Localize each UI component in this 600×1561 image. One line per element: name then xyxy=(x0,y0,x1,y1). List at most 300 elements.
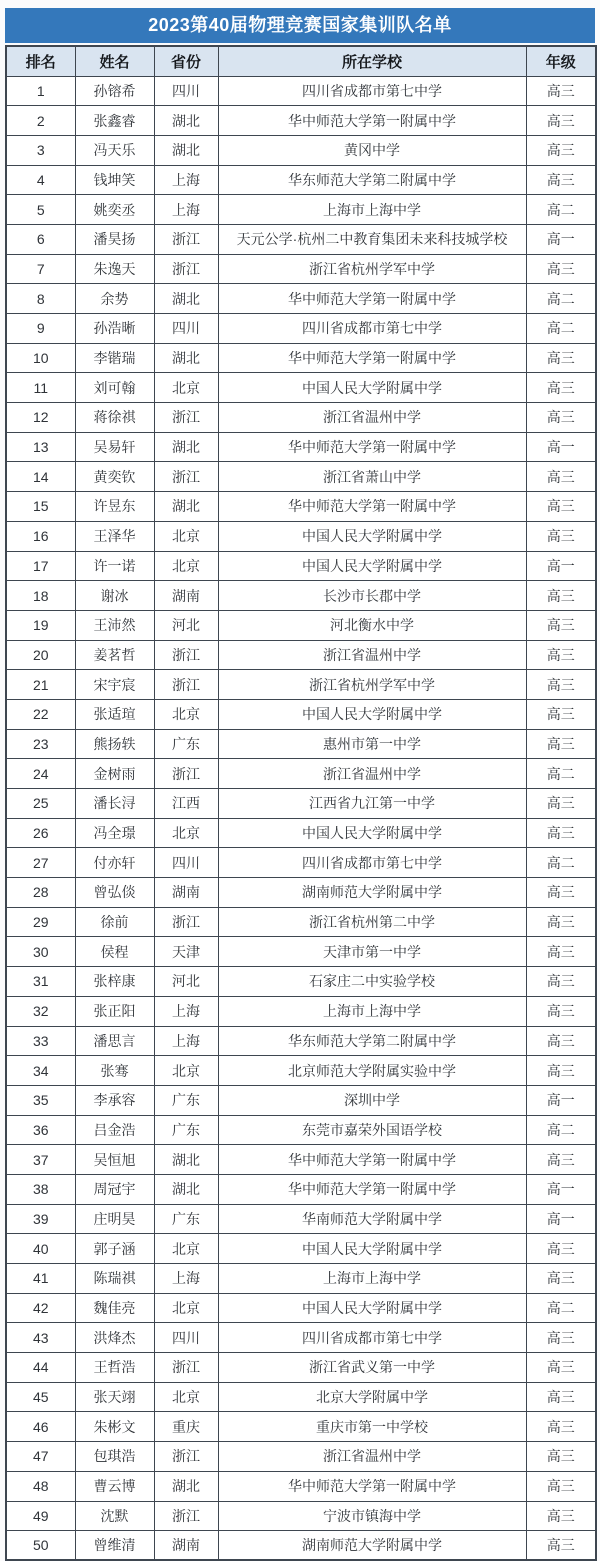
school-cell: 浙江省杭州学军中学 xyxy=(218,254,526,284)
grade-cell: 高二 xyxy=(526,848,596,878)
name-cell: 曹云博 xyxy=(75,1471,154,1501)
name-cell: 李锴瑞 xyxy=(75,343,154,373)
table-row xyxy=(6,76,596,106)
table-row xyxy=(6,373,596,403)
name-cell: 张天翊 xyxy=(75,1382,154,1412)
rank-cell: 36 xyxy=(6,1115,75,1145)
grade-cell: 高二 xyxy=(526,314,596,344)
grade-cell: 高三 xyxy=(526,1471,596,1501)
rank-cell: 37 xyxy=(6,1145,75,1175)
province-cell: 浙江 xyxy=(154,403,218,433)
table-header-row xyxy=(6,46,596,76)
roster-table-container xyxy=(5,8,595,1561)
table-row xyxy=(6,848,596,878)
table-row xyxy=(6,789,596,819)
grade-cell: 高三 xyxy=(526,818,596,848)
rank-cell: 33 xyxy=(6,1026,75,1056)
province-cell: 湖南 xyxy=(154,581,218,611)
name-cell: 潘长浔 xyxy=(75,789,154,819)
province-cell: 湖北 xyxy=(154,492,218,522)
province-cell: 浙江 xyxy=(154,1442,218,1472)
table-row xyxy=(6,699,596,729)
table-row xyxy=(6,1471,596,1501)
grade-cell: 高三 xyxy=(526,1026,596,1056)
rank-cell: 17 xyxy=(6,551,75,581)
grade-cell: 高三 xyxy=(526,254,596,284)
rank-cell: 40 xyxy=(6,1234,75,1264)
table-row xyxy=(6,1442,596,1472)
header-rank: 排名 xyxy=(6,46,75,76)
name-cell: 周冠宇 xyxy=(75,1174,154,1204)
province-cell: 浙江 xyxy=(154,759,218,789)
rank-cell: 20 xyxy=(6,640,75,670)
name-cell: 侯程 xyxy=(75,937,154,967)
grade-cell: 高三 xyxy=(526,1323,596,1353)
table-row xyxy=(6,1501,596,1531)
rank-cell: 31 xyxy=(6,967,75,997)
name-cell: 付亦轩 xyxy=(75,848,154,878)
name-cell: 陈瑞祺 xyxy=(75,1264,154,1294)
province-cell: 浙江 xyxy=(154,224,218,254)
rank-cell: 39 xyxy=(6,1204,75,1234)
province-cell: 湖北 xyxy=(154,1471,218,1501)
grade-cell: 高二 xyxy=(526,1115,596,1145)
grade-cell: 高一 xyxy=(526,551,596,581)
province-cell: 广东 xyxy=(154,1085,218,1115)
province-cell: 天津 xyxy=(154,937,218,967)
name-cell: 郭子涵 xyxy=(75,1234,154,1264)
grade-cell: 高三 xyxy=(526,1145,596,1175)
name-cell: 吕金浩 xyxy=(75,1115,154,1145)
rank-cell: 12 xyxy=(6,403,75,433)
province-cell: 重庆 xyxy=(154,1412,218,1442)
rank-cell: 5 xyxy=(6,195,75,225)
rank-cell: 1 xyxy=(6,76,75,106)
grade-cell: 高三 xyxy=(526,1501,596,1531)
rank-cell: 38 xyxy=(6,1174,75,1204)
rank-cell: 14 xyxy=(6,462,75,492)
province-cell: 上海 xyxy=(154,1264,218,1294)
table-row xyxy=(6,1353,596,1383)
table-row xyxy=(6,1323,596,1353)
name-cell: 张梓康 xyxy=(75,967,154,997)
school-cell: 华中师范大学第一附属中学 xyxy=(218,106,526,136)
name-cell: 姚奕丞 xyxy=(75,195,154,225)
grade-cell: 高二 xyxy=(526,195,596,225)
province-cell: 湖北 xyxy=(154,106,218,136)
table-row xyxy=(6,1531,596,1561)
grade-cell: 高三 xyxy=(526,610,596,640)
province-cell: 广东 xyxy=(154,1204,218,1234)
school-cell: 天津市第一中学 xyxy=(218,937,526,967)
table-row xyxy=(6,284,596,314)
grade-cell: 高三 xyxy=(526,581,596,611)
school-cell: 中国人民大学附属中学 xyxy=(218,521,526,551)
school-cell: 中国人民大学附属中学 xyxy=(218,373,526,403)
rank-cell: 6 xyxy=(6,224,75,254)
province-cell: 四川 xyxy=(154,314,218,344)
grade-cell: 高三 xyxy=(526,165,596,195)
province-cell: 四川 xyxy=(154,848,218,878)
name-cell: 李承容 xyxy=(75,1085,154,1115)
grade-cell: 高三 xyxy=(526,729,596,759)
grade-cell: 高三 xyxy=(526,1353,596,1383)
grade-cell: 高一 xyxy=(526,1204,596,1234)
rank-cell: 29 xyxy=(6,907,75,937)
school-cell: 中国人民大学附属中学 xyxy=(218,699,526,729)
table-row xyxy=(6,1382,596,1412)
rank-cell: 47 xyxy=(6,1442,75,1472)
rank-cell: 24 xyxy=(6,759,75,789)
rank-cell: 3 xyxy=(6,135,75,165)
name-cell: 洪烽杰 xyxy=(75,1323,154,1353)
school-cell: 北京师范大学附属实验中学 xyxy=(218,1056,526,1086)
rank-cell: 22 xyxy=(6,699,75,729)
province-cell: 浙江 xyxy=(154,1501,218,1531)
table-row xyxy=(6,996,596,1026)
table-row xyxy=(6,1174,596,1204)
table-row xyxy=(6,106,596,136)
province-cell: 上海 xyxy=(154,195,218,225)
school-cell: 华中师范大学第一附属中学 xyxy=(218,1174,526,1204)
school-cell: 中国人民大学附属中学 xyxy=(218,1234,526,1264)
province-cell: 浙江 xyxy=(154,670,218,700)
name-cell: 王哲浩 xyxy=(75,1353,154,1383)
province-cell: 湖北 xyxy=(154,135,218,165)
table-row xyxy=(6,610,596,640)
rank-cell: 21 xyxy=(6,670,75,700)
name-cell: 冯天乐 xyxy=(75,135,154,165)
school-cell: 中国人民大学附属中学 xyxy=(218,1293,526,1323)
rank-cell: 43 xyxy=(6,1323,75,1353)
grade-cell: 高三 xyxy=(526,135,596,165)
school-cell: 华中师范大学第一附属中学 xyxy=(218,1471,526,1501)
province-cell: 河北 xyxy=(154,610,218,640)
school-cell: 上海市上海中学 xyxy=(218,195,526,225)
table-row xyxy=(6,1145,596,1175)
province-cell: 浙江 xyxy=(154,254,218,284)
name-cell: 冯全璟 xyxy=(75,818,154,848)
grade-cell: 高三 xyxy=(526,373,596,403)
name-cell: 蒋徐祺 xyxy=(75,403,154,433)
table-row xyxy=(6,1293,596,1323)
province-cell: 北京 xyxy=(154,521,218,551)
grade-cell: 高三 xyxy=(526,878,596,908)
grade-cell: 高三 xyxy=(526,937,596,967)
table-row xyxy=(6,670,596,700)
rank-cell: 50 xyxy=(6,1531,75,1561)
name-cell: 熊扬轶 xyxy=(75,729,154,759)
school-cell: 华东师范大学第二附属中学 xyxy=(218,1026,526,1056)
school-cell: 浙江省杭州学军中学 xyxy=(218,670,526,700)
province-cell: 北京 xyxy=(154,1293,218,1323)
page-title: 2023第40届物理竞赛国家集训队名单 xyxy=(5,8,595,43)
table-row xyxy=(6,432,596,462)
grade-cell: 高二 xyxy=(526,759,596,789)
grade-cell: 高三 xyxy=(526,1531,596,1561)
school-cell: 宁波市镇海中学 xyxy=(218,1501,526,1531)
rank-cell: 49 xyxy=(6,1501,75,1531)
school-cell: 浙江省温州中学 xyxy=(218,1442,526,1472)
table-row xyxy=(6,343,596,373)
grade-cell: 高一 xyxy=(526,224,596,254)
school-cell: 华中师范大学第一附属中学 xyxy=(218,343,526,373)
table-row xyxy=(6,314,596,344)
grade-cell: 高三 xyxy=(526,1056,596,1086)
roster-table xyxy=(5,45,597,1561)
school-cell: 四川省成都市第七中学 xyxy=(218,314,526,344)
name-cell: 宋宇宸 xyxy=(75,670,154,700)
school-cell: 浙江省武义第一中学 xyxy=(218,1353,526,1383)
rank-cell: 34 xyxy=(6,1056,75,1086)
rank-cell: 23 xyxy=(6,729,75,759)
province-cell: 江西 xyxy=(154,789,218,819)
rank-cell: 11 xyxy=(6,373,75,403)
header-grade: 年级 xyxy=(526,46,596,76)
province-cell: 浙江 xyxy=(154,907,218,937)
school-cell: 中国人民大学附属中学 xyxy=(218,551,526,581)
grade-cell: 高三 xyxy=(526,1412,596,1442)
name-cell: 吴恒旭 xyxy=(75,1145,154,1175)
rank-cell: 46 xyxy=(6,1412,75,1442)
rank-cell: 35 xyxy=(6,1085,75,1115)
table-row xyxy=(6,224,596,254)
table-row xyxy=(6,1234,596,1264)
grade-cell: 高三 xyxy=(526,403,596,433)
table-row xyxy=(6,1412,596,1442)
name-cell: 张适瑄 xyxy=(75,699,154,729)
rank-cell: 9 xyxy=(6,314,75,344)
name-cell: 徐前 xyxy=(75,907,154,937)
name-cell: 张骞 xyxy=(75,1056,154,1086)
grade-cell: 高三 xyxy=(526,1264,596,1294)
school-cell: 湖南师范大学附属中学 xyxy=(218,1531,526,1561)
grade-cell: 高三 xyxy=(526,492,596,522)
school-cell: 惠州市第一中学 xyxy=(218,729,526,759)
name-cell: 朱彬文 xyxy=(75,1412,154,1442)
province-cell: 广东 xyxy=(154,1115,218,1145)
province-cell: 四川 xyxy=(154,76,218,106)
province-cell: 北京 xyxy=(154,1056,218,1086)
rank-cell: 2 xyxy=(6,106,75,136)
school-cell: 江西省九江第一中学 xyxy=(218,789,526,819)
rank-cell: 30 xyxy=(6,937,75,967)
grade-cell: 高三 xyxy=(526,462,596,492)
school-cell: 东莞市嘉荣外国语学校 xyxy=(218,1115,526,1145)
province-cell: 北京 xyxy=(154,551,218,581)
school-cell: 四川省成都市第七中学 xyxy=(218,1323,526,1353)
name-cell: 包琪浩 xyxy=(75,1442,154,1472)
table-row xyxy=(6,551,596,581)
province-cell: 湖南 xyxy=(154,878,218,908)
province-cell: 北京 xyxy=(154,818,218,848)
grade-cell: 高三 xyxy=(526,343,596,373)
header-school: 所在学校 xyxy=(218,46,526,76)
table-row xyxy=(6,165,596,195)
table-row xyxy=(6,521,596,551)
name-cell: 潘思言 xyxy=(75,1026,154,1056)
school-cell: 四川省成都市第七中学 xyxy=(218,76,526,106)
name-cell: 王泽华 xyxy=(75,521,154,551)
grade-cell: 高二 xyxy=(526,284,596,314)
province-cell: 湖北 xyxy=(154,432,218,462)
school-cell: 浙江省温州中学 xyxy=(218,640,526,670)
province-cell: 湖北 xyxy=(154,284,218,314)
name-cell: 张鑫睿 xyxy=(75,106,154,136)
rank-cell: 18 xyxy=(6,581,75,611)
province-cell: 北京 xyxy=(154,1382,218,1412)
school-cell: 黄冈中学 xyxy=(218,135,526,165)
school-cell: 上海市上海中学 xyxy=(218,1264,526,1294)
rank-cell: 16 xyxy=(6,521,75,551)
name-cell: 许一诺 xyxy=(75,551,154,581)
school-cell: 华中师范大学第一附属中学 xyxy=(218,492,526,522)
province-cell: 湖北 xyxy=(154,343,218,373)
school-cell: 长沙市长郡中学 xyxy=(218,581,526,611)
table-row xyxy=(6,462,596,492)
school-cell: 浙江省温州中学 xyxy=(218,403,526,433)
grade-cell: 高三 xyxy=(526,76,596,106)
province-cell: 上海 xyxy=(154,165,218,195)
province-cell: 浙江 xyxy=(154,462,218,492)
province-cell: 湖南 xyxy=(154,1531,218,1561)
school-cell: 四川省成都市第七中学 xyxy=(218,848,526,878)
rank-cell: 28 xyxy=(6,878,75,908)
name-cell: 姜茗哲 xyxy=(75,640,154,670)
name-cell: 钱坤笑 xyxy=(75,165,154,195)
rank-cell: 15 xyxy=(6,492,75,522)
table-row xyxy=(6,640,596,670)
province-cell: 浙江 xyxy=(154,640,218,670)
province-cell: 北京 xyxy=(154,1234,218,1264)
rank-cell: 8 xyxy=(6,284,75,314)
table-row xyxy=(6,907,596,937)
name-cell: 王沛然 xyxy=(75,610,154,640)
school-cell: 华中师范大学第一附属中学 xyxy=(218,1145,526,1175)
table-row xyxy=(6,1085,596,1115)
rank-cell: 27 xyxy=(6,848,75,878)
name-cell: 孙镕希 xyxy=(75,76,154,106)
province-cell: 河北 xyxy=(154,967,218,997)
province-cell: 北京 xyxy=(154,373,218,403)
rank-cell: 32 xyxy=(6,996,75,1026)
school-cell: 浙江省温州中学 xyxy=(218,759,526,789)
rank-cell: 13 xyxy=(6,432,75,462)
name-cell: 沈默 xyxy=(75,1501,154,1531)
school-cell: 天元公学·杭州二中教育集团未来科技城学校 xyxy=(218,224,526,254)
table-row xyxy=(6,492,596,522)
school-cell: 河北衡水中学 xyxy=(218,610,526,640)
grade-cell: 高三 xyxy=(526,699,596,729)
table-row xyxy=(6,254,596,284)
table-row xyxy=(6,1056,596,1086)
name-cell: 庄明昊 xyxy=(75,1204,154,1234)
grade-cell: 高三 xyxy=(526,670,596,700)
school-cell: 华东师范大学第二附属中学 xyxy=(218,165,526,195)
grade-cell: 高三 xyxy=(526,106,596,136)
table-row xyxy=(6,195,596,225)
table-row xyxy=(6,818,596,848)
province-cell: 湖北 xyxy=(154,1174,218,1204)
province-cell: 北京 xyxy=(154,699,218,729)
school-cell: 石家庄二中实验学校 xyxy=(218,967,526,997)
grade-cell: 高二 xyxy=(526,1293,596,1323)
rank-cell: 45 xyxy=(6,1382,75,1412)
grade-cell: 高三 xyxy=(526,996,596,1026)
school-cell: 重庆市第一中学校 xyxy=(218,1412,526,1442)
school-cell: 北京大学附属中学 xyxy=(218,1382,526,1412)
grade-cell: 高三 xyxy=(526,1442,596,1472)
grade-cell: 高三 xyxy=(526,1234,596,1264)
name-cell: 曾维清 xyxy=(75,1531,154,1561)
rank-cell: 7 xyxy=(6,254,75,284)
school-cell: 华南师范大学附属中学 xyxy=(218,1204,526,1234)
rank-cell: 44 xyxy=(6,1353,75,1383)
name-cell: 余势 xyxy=(75,284,154,314)
province-cell: 广东 xyxy=(154,729,218,759)
province-cell: 浙江 xyxy=(154,1353,218,1383)
table-row xyxy=(6,1264,596,1294)
rank-cell: 25 xyxy=(6,789,75,819)
name-cell: 潘昊扬 xyxy=(75,224,154,254)
table-row xyxy=(6,581,596,611)
name-cell: 金树雨 xyxy=(75,759,154,789)
rank-cell: 48 xyxy=(6,1471,75,1501)
grade-cell: 高三 xyxy=(526,521,596,551)
school-cell: 华中师范大学第一附属中学 xyxy=(218,432,526,462)
grade-cell: 高三 xyxy=(526,907,596,937)
school-cell: 深圳中学 xyxy=(218,1085,526,1115)
table-row xyxy=(6,967,596,997)
name-cell: 黄奕钦 xyxy=(75,462,154,492)
grade-cell: 高三 xyxy=(526,1382,596,1412)
header-name: 姓名 xyxy=(75,46,154,76)
grade-cell: 高一 xyxy=(526,432,596,462)
school-cell: 浙江省杭州第二中学 xyxy=(218,907,526,937)
table-row xyxy=(6,403,596,433)
name-cell: 朱逸天 xyxy=(75,254,154,284)
table-row xyxy=(6,878,596,908)
grade-cell: 高一 xyxy=(526,1085,596,1115)
grade-cell: 高三 xyxy=(526,789,596,819)
table-row xyxy=(6,1026,596,1056)
name-cell: 许昱东 xyxy=(75,492,154,522)
province-cell: 湖北 xyxy=(154,1145,218,1175)
name-cell: 魏佳亮 xyxy=(75,1293,154,1323)
table-row xyxy=(6,1204,596,1234)
name-cell: 谢冰 xyxy=(75,581,154,611)
header-province: 省份 xyxy=(154,46,218,76)
grade-cell: 高三 xyxy=(526,967,596,997)
grade-cell: 高三 xyxy=(526,640,596,670)
table-row xyxy=(6,135,596,165)
grade-cell: 高一 xyxy=(526,1174,596,1204)
school-cell: 中国人民大学附属中学 xyxy=(218,818,526,848)
rank-cell: 4 xyxy=(6,165,75,195)
province-cell: 四川 xyxy=(154,1323,218,1353)
province-cell: 上海 xyxy=(154,1026,218,1056)
rank-cell: 26 xyxy=(6,818,75,848)
school-cell: 浙江省萧山中学 xyxy=(218,462,526,492)
rank-cell: 42 xyxy=(6,1293,75,1323)
school-cell: 华中师范大学第一附属中学 xyxy=(218,284,526,314)
name-cell: 孙浩晰 xyxy=(75,314,154,344)
table-body xyxy=(6,76,596,1560)
table-row xyxy=(6,729,596,759)
rank-cell: 41 xyxy=(6,1264,75,1294)
school-cell: 湖南师范大学附属中学 xyxy=(218,878,526,908)
school-cell: 上海市上海中学 xyxy=(218,996,526,1026)
